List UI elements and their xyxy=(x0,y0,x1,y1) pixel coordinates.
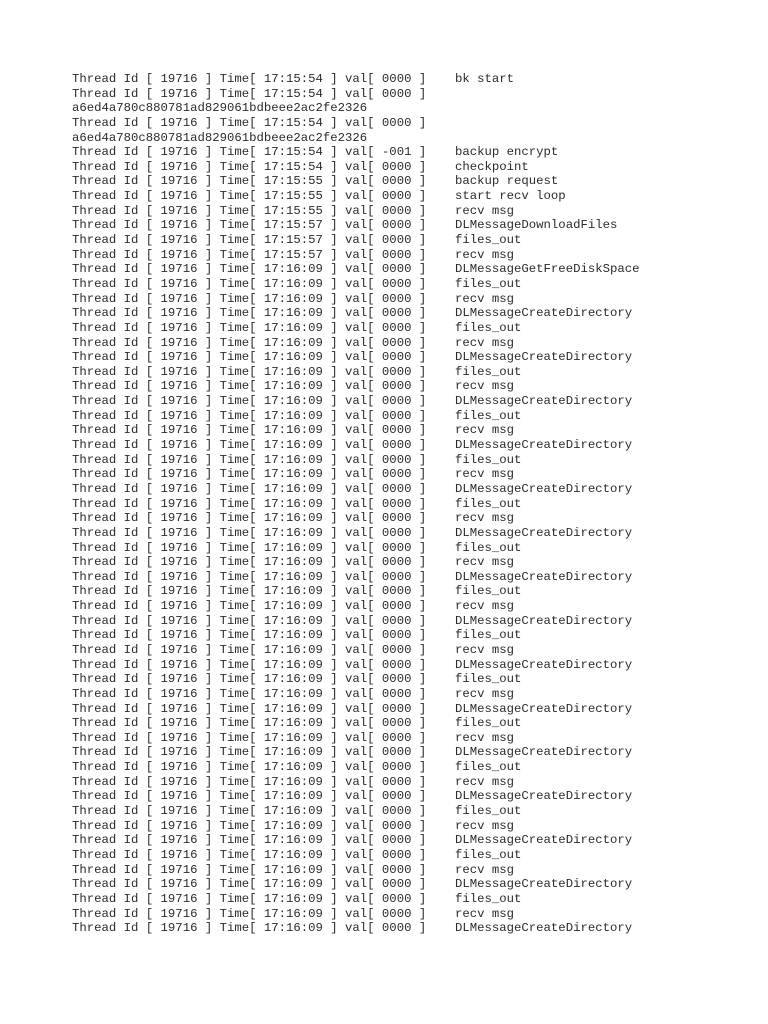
log-entry-message: DLMessageCreateDirectory xyxy=(455,613,633,628)
log-entry-prefix: Thread Id [ 19716 ] Time[ 17:15:55 ] val[ 0000 ] xyxy=(72,189,427,204)
log-entry-message: files_out xyxy=(455,760,522,775)
log-entry-prefix: Thread Id [ 19716 ] Time[ 17:16:09 ] val[ 0000 ] xyxy=(72,306,427,321)
log-entry xyxy=(72,804,752,819)
log-entry xyxy=(72,775,752,790)
log-hash-text: a6ed4a780c880781ad829061bdbeee2ac2fe2326 xyxy=(72,130,368,145)
log-entry-message: recv msg xyxy=(455,335,515,350)
log-entry-prefix: Thread Id [ 19716 ] Time[ 17:16:09 ] val[ 0000 ] xyxy=(72,657,427,672)
log-entry-message: DLMessageCreateDirectory xyxy=(455,833,633,848)
log-entry-prefix: Thread Id [ 19716 ] Time[ 17:16:09 ] val[ 0000 ] xyxy=(72,628,427,643)
log-entry-message: DLMessageCreateDirectory xyxy=(455,481,633,496)
log-entry-message: DLMessageCreateDirectory xyxy=(455,921,633,936)
log-entry-prefix: Thread Id [ 19716 ] Time[ 17:16:09 ] val[ 0000 ] xyxy=(72,760,427,775)
log-entry xyxy=(72,438,752,453)
log-entry-message: files_out xyxy=(455,452,522,467)
log-entry-message: files_out xyxy=(455,364,522,379)
log-entry xyxy=(72,892,752,907)
log-entry xyxy=(72,379,752,394)
log-entry-prefix: Thread Id [ 19716 ] Time[ 17:16:09 ] val[ 0000 ] xyxy=(72,481,427,496)
log-entry xyxy=(72,614,752,629)
log-entry xyxy=(72,262,752,277)
log-entry-prefix: Thread Id [ 19716 ] Time[ 17:16:09 ] val[ 0000 ] xyxy=(72,452,427,467)
log-entry xyxy=(72,336,752,351)
log-entry xyxy=(72,409,752,424)
log-entry-message: recv msg xyxy=(455,511,515,526)
log-entry-prefix: Thread Id [ 19716 ] Time[ 17:16:09 ] val[ 0000 ] xyxy=(72,511,427,526)
log-entry xyxy=(72,145,752,160)
log-entry-prefix: Thread Id [ 19716 ] Time[ 17:16:09 ] val[ 0000 ] xyxy=(72,789,427,804)
log-entry-message: DLMessageCreateDirectory xyxy=(455,569,633,584)
log-entry-message: files_out xyxy=(455,628,522,643)
log-entry-message: recv msg xyxy=(455,906,515,921)
log-entry xyxy=(72,160,752,175)
log-entry xyxy=(72,87,752,102)
log-entry-prefix: Thread Id [ 19716 ] Time[ 17:16:09 ] val[ 0000 ] xyxy=(72,350,427,365)
log-entry-message: recv msg xyxy=(455,555,515,570)
log-entry-message: recv msg xyxy=(455,774,515,789)
log-entry-message: files_out xyxy=(455,408,522,423)
log-entry-prefix: Thread Id [ 19716 ] Time[ 17:16:09 ] val[ 0000 ] xyxy=(72,818,427,833)
log-entry-message: files_out xyxy=(455,716,522,731)
log-entry-prefix: Thread Id [ 19716 ] Time[ 17:16:09 ] val[ 0000 ] xyxy=(72,642,427,657)
log-entry-prefix: Thread Id [ 19716 ] Time[ 17:16:09 ] val[ 0000 ] xyxy=(72,877,427,892)
log-entry xyxy=(72,218,752,233)
log-entry-prefix: Thread Id [ 19716 ] Time[ 17:15:54 ] val[ 0000 ] xyxy=(72,72,427,86)
log-entry xyxy=(72,687,752,702)
log-entry-prefix: Thread Id [ 19716 ] Time[ 17:16:09 ] val[ 0000 ] xyxy=(72,276,427,291)
log-entry-prefix: Thread Id [ 19716 ] Time[ 17:16:09 ] val[ 0000 ] xyxy=(72,862,427,877)
log-entry xyxy=(72,189,752,204)
log-entry-message: files_out xyxy=(455,276,522,291)
log-entry xyxy=(72,350,752,365)
log-entry-prefix: Thread Id [ 19716 ] Time[ 17:15:54 ] val[ -001 ] xyxy=(72,145,427,160)
log-entry xyxy=(72,848,752,863)
log-entry-message: files_out xyxy=(455,847,522,862)
log-entry-message: bk start xyxy=(455,72,515,86)
log-entry xyxy=(72,921,752,936)
log-entry-message: DLMessageCreateDirectory xyxy=(455,394,633,409)
log-entry-prefix: Thread Id [ 19716 ] Time[ 17:16:09 ] val[ 0000 ] xyxy=(72,364,427,379)
log-entry-prefix: Thread Id [ 19716 ] Time[ 17:16:09 ] val[ 0000 ] xyxy=(72,408,427,423)
log-entry-prefix: Thread Id [ 19716 ] Time[ 17:16:09 ] val[ 0000 ] xyxy=(72,701,427,716)
log-entry-message: DLMessageDownloadFiles xyxy=(455,218,618,233)
log-entry-message: backup request xyxy=(455,174,559,189)
log-entry xyxy=(72,72,752,87)
log-entry xyxy=(72,174,752,189)
log-entry xyxy=(72,233,752,248)
log-entry-prefix: Thread Id [ 19716 ] Time[ 17:16:09 ] val[ 0000 ] xyxy=(72,804,427,819)
log-entry xyxy=(72,453,752,468)
log-entry-message: recv msg xyxy=(455,423,515,438)
log-entry-message: recv msg xyxy=(455,686,515,701)
log-entry-message: DLMessageCreateDirectory xyxy=(455,350,633,365)
log-entry-message: backup encrypt xyxy=(455,145,559,160)
log-entry-prefix: Thread Id [ 19716 ] Time[ 17:16:09 ] val[ 0000 ] xyxy=(72,335,427,350)
log-entry-prefix: Thread Id [ 19716 ] Time[ 17:16:09 ] val[ 0000 ] xyxy=(72,438,427,453)
log-entry-message: recv msg xyxy=(455,599,515,614)
log-entry-prefix: Thread Id [ 19716 ] Time[ 17:15:55 ] val[ 0000 ] xyxy=(72,203,427,218)
log-entry-message: files_out xyxy=(455,540,522,555)
log-entry xyxy=(72,643,752,658)
log-entry-prefix: Thread Id [ 19716 ] Time[ 17:16:09 ] val[ 0000 ] xyxy=(72,320,427,335)
log-entry-prefix: Thread Id [ 19716 ] Time[ 17:15:54 ] val[ 0000 ] xyxy=(72,115,427,130)
log-entry-prefix: Thread Id [ 19716 ] Time[ 17:16:09 ] val[ 0000 ] xyxy=(72,921,427,936)
log-entry-prefix: Thread Id [ 19716 ] Time[ 17:15:57 ] val[ 0000 ] xyxy=(72,247,427,262)
log-entry-message: files_out xyxy=(455,804,522,819)
log-entry-prefix: Thread Id [ 19716 ] Time[ 17:16:09 ] val[ 0000 ] xyxy=(72,569,427,584)
log-entry-prefix: Thread Id [ 19716 ] Time[ 17:16:09 ] val[ 0000 ] xyxy=(72,496,427,511)
log-entry xyxy=(72,863,752,878)
log-entry-prefix: Thread Id [ 19716 ] Time[ 17:16:09 ] val[ 0000 ] xyxy=(72,613,427,628)
log-entry-prefix: Thread Id [ 19716 ] Time[ 17:16:09 ] val[ 0000 ] xyxy=(72,847,427,862)
log-document xyxy=(72,72,752,936)
log-entry-message: files_out xyxy=(455,496,522,511)
log-entry-message: DLMessageCreateDirectory xyxy=(455,438,633,453)
log-entry-message: files_out xyxy=(455,320,522,335)
log-entry-message: recv msg xyxy=(455,467,515,482)
log-entry-message: DLMessageCreateDirectory xyxy=(455,306,633,321)
log-entry-prefix: Thread Id [ 19716 ] Time[ 17:16:09 ] val[ 0000 ] xyxy=(72,540,427,555)
log-entry-message: recv msg xyxy=(455,247,515,262)
log-entry-message: DLMessageCreateDirectory xyxy=(455,701,633,716)
log-entry xyxy=(72,365,752,380)
log-entry-message: recv msg xyxy=(455,291,515,306)
log-entry-message: recv msg xyxy=(455,203,515,218)
log-entry-message: files_out xyxy=(455,672,522,687)
log-entry-prefix: Thread Id [ 19716 ] Time[ 17:15:57 ] val[ 0000 ] xyxy=(72,233,427,248)
log-entry-message: recv msg xyxy=(455,862,515,877)
log-entry-prefix: Thread Id [ 19716 ] Time[ 17:16:09 ] val[ 0000 ] xyxy=(72,379,427,394)
log-entry-prefix: Thread Id [ 19716 ] Time[ 17:16:09 ] val[ 0000 ] xyxy=(72,394,427,409)
log-entry-message: checkpoint xyxy=(455,159,529,174)
log-entry xyxy=(72,204,752,219)
log-entry-message: recv msg xyxy=(455,730,515,745)
log-entry xyxy=(72,541,752,556)
log-entry xyxy=(72,833,752,848)
log-entry xyxy=(72,877,752,892)
log-entry xyxy=(72,292,752,307)
log-entry-prefix: Thread Id [ 19716 ] Time[ 17:16:09 ] val[ 0000 ] xyxy=(72,555,427,570)
log-lines xyxy=(72,72,752,936)
log-entry xyxy=(72,423,752,438)
log-entry xyxy=(72,760,752,775)
log-entry xyxy=(72,306,752,321)
log-entry xyxy=(72,599,752,614)
log-entry xyxy=(72,628,752,643)
log-entry xyxy=(72,497,752,512)
log-entry xyxy=(72,116,752,131)
log-entry xyxy=(72,702,752,717)
log-entry-message: files_out xyxy=(455,233,522,248)
log-entry xyxy=(72,672,752,687)
log-entry xyxy=(72,321,752,336)
log-entry xyxy=(72,789,752,804)
log-entry-message: DLMessageCreateDirectory xyxy=(455,745,633,760)
log-entry-prefix: Thread Id [ 19716 ] Time[ 17:16:09 ] val[ 0000 ] xyxy=(72,584,427,599)
log-entry xyxy=(72,584,752,599)
log-entry-prefix: Thread Id [ 19716 ] Time[ 17:16:09 ] val[ 0000 ] xyxy=(72,716,427,731)
log-entry-message: files_out xyxy=(455,584,522,599)
log-entry-prefix: Thread Id [ 19716 ] Time[ 17:16:09 ] val[ 0000 ] xyxy=(72,730,427,745)
log-entry-prefix: Thread Id [ 19716 ] Time[ 17:16:09 ] val[ 0000 ] xyxy=(72,467,427,482)
log-entry-message: DLMessageCreateDirectory xyxy=(455,877,633,892)
log-hash-line xyxy=(72,101,752,116)
log-entry-message: DLMessageCreateDirectory xyxy=(455,525,633,540)
log-entry-prefix: Thread Id [ 19716 ] Time[ 17:16:09 ] val[ 0000 ] xyxy=(72,423,427,438)
log-entry-prefix: Thread Id [ 19716 ] Time[ 17:16:09 ] val[ 0000 ] xyxy=(72,672,427,687)
log-entry xyxy=(72,907,752,922)
log-entry-prefix: Thread Id [ 19716 ] Time[ 17:16:09 ] val[ 0000 ] xyxy=(72,686,427,701)
log-entry xyxy=(72,394,752,409)
log-entry-prefix: Thread Id [ 19716 ] Time[ 17:15:55 ] val[ 0000 ] xyxy=(72,174,427,189)
log-entry-prefix: Thread Id [ 19716 ] Time[ 17:16:09 ] val[ 0000 ] xyxy=(72,525,427,540)
log-entry xyxy=(72,570,752,585)
log-entry xyxy=(72,467,752,482)
log-entry-message: DLMessageCreateDirectory xyxy=(455,657,633,672)
log-entry xyxy=(72,745,752,760)
log-entry xyxy=(72,731,752,746)
log-entry xyxy=(72,716,752,731)
log-entry xyxy=(72,511,752,526)
log-entry-message: recv msg xyxy=(455,642,515,657)
log-entry-prefix: Thread Id [ 19716 ] Time[ 17:16:09 ] val[ 0000 ] xyxy=(72,833,427,848)
log-entry-prefix: Thread Id [ 19716 ] Time[ 17:16:09 ] val[ 0000 ] xyxy=(72,291,427,306)
log-entry xyxy=(72,526,752,541)
log-entry-prefix: Thread Id [ 19716 ] Time[ 17:15:57 ] val[ 0000 ] xyxy=(72,218,427,233)
log-entry xyxy=(72,482,752,497)
log-entry xyxy=(72,248,752,263)
log-entry xyxy=(72,819,752,834)
log-entry-message: DLMessageCreateDirectory xyxy=(455,789,633,804)
log-hash-line xyxy=(72,131,752,146)
log-entry xyxy=(72,277,752,292)
log-entry-prefix: Thread Id [ 19716 ] Time[ 17:16:09 ] val[ 0000 ] xyxy=(72,599,427,614)
log-entry-prefix: Thread Id [ 19716 ] Time[ 17:16:09 ] val[ 0000 ] xyxy=(72,906,427,921)
log-entry-prefix: Thread Id [ 19716 ] Time[ 17:16:09 ] val[ 0000 ] xyxy=(72,891,427,906)
log-entry-prefix: Thread Id [ 19716 ] Time[ 17:16:09 ] val[ 0000 ] xyxy=(72,774,427,789)
log-entry xyxy=(72,658,752,673)
log-entry-prefix: Thread Id [ 19716 ] Time[ 17:15:54 ] val[ 0000 ] xyxy=(72,86,427,101)
log-entry xyxy=(72,555,752,570)
log-entry-prefix: Thread Id [ 19716 ] Time[ 17:16:09 ] val[ 0000 ] xyxy=(72,745,427,760)
log-entry-prefix: Thread Id [ 19716 ] Time[ 17:16:09 ] val[ 0000 ] xyxy=(72,262,427,277)
log-entry-message: DLMessageGetFreeDiskSpace xyxy=(455,262,640,277)
log-hash-text: a6ed4a780c880781ad829061bdbeee2ac2fe2326 xyxy=(72,101,368,116)
log-entry-prefix: Thread Id [ 19716 ] Time[ 17:15:54 ] val[ 0000 ] xyxy=(72,159,427,174)
log-entry-message: start recv loop xyxy=(455,189,566,204)
log-entry-message: recv msg xyxy=(455,379,515,394)
log-entry-message: recv msg xyxy=(455,818,515,833)
log-entry-message: files_out xyxy=(455,891,522,906)
